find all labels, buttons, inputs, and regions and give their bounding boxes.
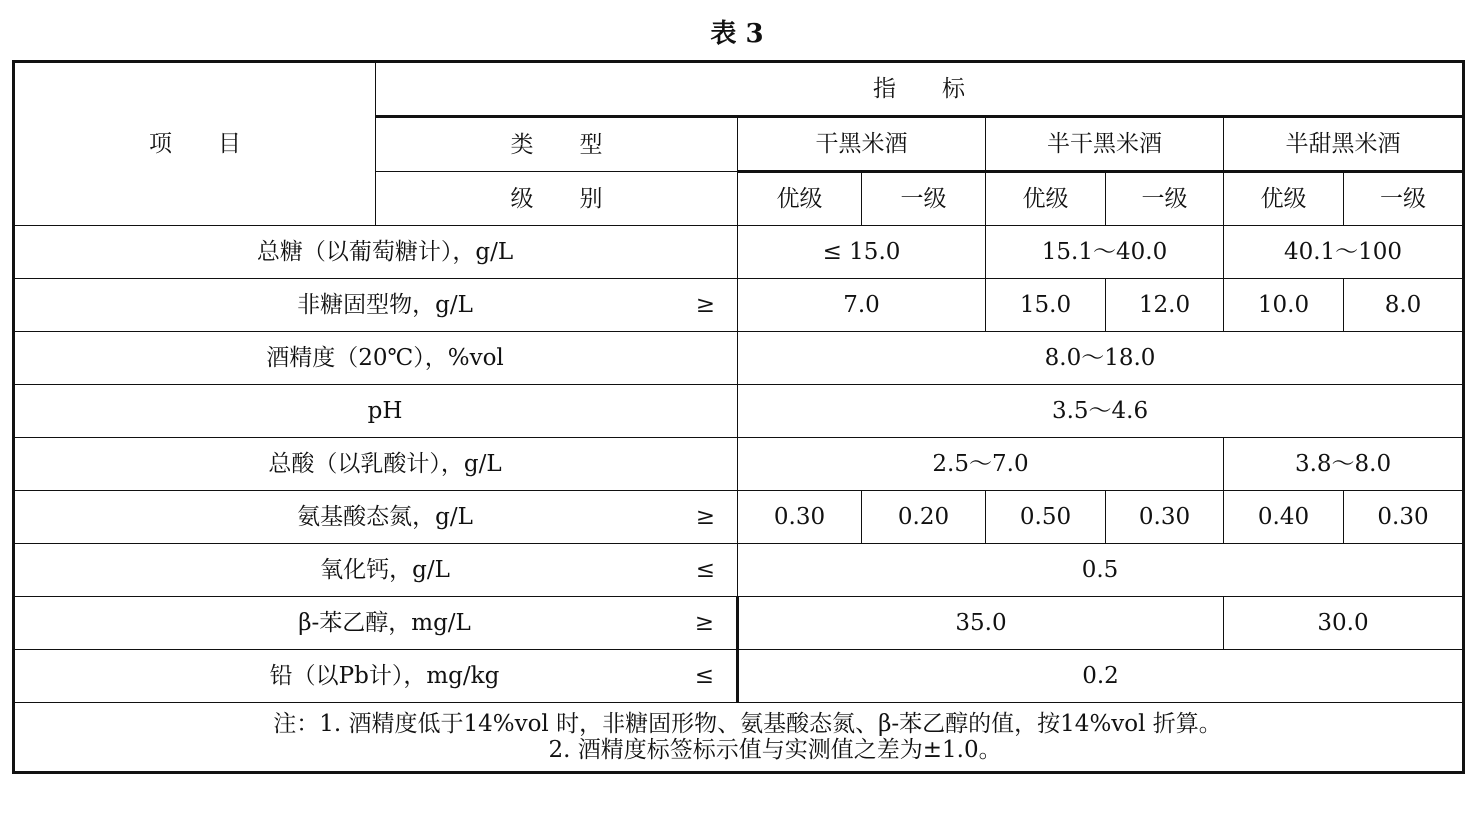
value-cell: 0.50	[986, 491, 1106, 544]
notes-row	[14, 703, 1464, 773]
row-label: pH	[14, 385, 738, 438]
grade-cell: 一级	[1344, 172, 1464, 226]
value-cell: 0.40	[1224, 491, 1344, 544]
row-label: 非糖固型物，g/L	[297, 292, 473, 318]
spec-table	[12, 60, 1465, 774]
value-cell: 40.1～100	[1224, 226, 1464, 279]
value-cell: 15.0	[986, 279, 1106, 332]
row-label: 铅（以Pb计），mg/kg	[269, 663, 500, 689]
table-row	[14, 597, 1464, 650]
value-cell: 35.0	[738, 597, 1224, 650]
indicator-header: 指 标	[376, 62, 1464, 117]
row-label: 酒精度（20℃），%vol	[14, 332, 738, 385]
value-cell: 10.0	[1224, 279, 1344, 332]
grade-cell: 优级	[1224, 172, 1344, 226]
comparison-symbol: ≥	[695, 292, 715, 318]
type-dry: 干黑米酒	[738, 117, 986, 172]
comparison-symbol: ≥	[694, 610, 714, 636]
value-cell: 8.0	[1344, 279, 1464, 332]
comparison-symbol: ≤	[695, 557, 715, 583]
value-cell: 30.0	[1224, 597, 1464, 650]
table-caption: 表 3	[710, 19, 764, 49]
grade-cell: 优级	[986, 172, 1106, 226]
table-row	[14, 650, 1464, 703]
value-cell: 0.5	[738, 544, 1464, 597]
row-label: β-苯乙醇，mg/L	[298, 610, 471, 636]
value-cell: 0.30	[738, 491, 862, 544]
row-label-cell	[14, 279, 738, 332]
table-row	[14, 438, 1464, 491]
table-row	[14, 279, 1464, 332]
note-line-1: 注：1. 酒精度低于14%vol 时，非糖固形物、氨基酸态氮、β-苯乙醇的值，按14%vol 折算。	[273, 711, 1222, 737]
row-label: 总酸（以乳酸计），g/L	[14, 438, 738, 491]
table-row	[14, 332, 1464, 385]
table-row	[14, 226, 1464, 279]
table-row	[14, 491, 1464, 544]
note-line-2: 2. 酒精度标签标示值与实测值之差为±1.0。	[548, 737, 1002, 763]
value-cell: 0.30	[1106, 491, 1224, 544]
value-cell: 0.20	[862, 491, 986, 544]
value-cell: 12.0	[1106, 279, 1224, 332]
table-row	[14, 544, 1464, 597]
notes-cell	[14, 703, 1464, 773]
value-cell: 2.5～7.0	[738, 438, 1224, 491]
value-cell: 7.0	[738, 279, 986, 332]
value-cell: 15.1～40.0	[986, 226, 1224, 279]
grade-cell: 一级	[1106, 172, 1224, 226]
value-cell: ≤ 15.0	[738, 226, 986, 279]
row-label: 总糖（以葡萄糖计），g/L	[14, 226, 738, 279]
grade-cell: 一级	[862, 172, 986, 226]
value-cell: 0.30	[1344, 491, 1464, 544]
type-label: 类 型	[376, 117, 738, 172]
item-header: 项 目	[14, 62, 376, 226]
value-cell: 3.5～4.6	[738, 385, 1464, 438]
row-label: 氨基酸态氮，g/L	[297, 504, 473, 530]
type-semi-dry: 半干黑米酒	[986, 117, 1224, 172]
row-label-cell	[14, 491, 738, 544]
type-semi-sweet: 半甜黑米酒	[1224, 117, 1464, 172]
grade-cell: 优级	[738, 172, 862, 226]
value-cell: 0.2	[738, 650, 1464, 703]
comparison-symbol: ≥	[695, 504, 715, 530]
value-cell: 8.0～18.0	[738, 332, 1464, 385]
row-label: 氧化钙，g/L	[320, 557, 450, 583]
row-label-cell	[14, 650, 738, 703]
grade-label: 级 别	[376, 172, 738, 226]
value-cell: 3.8～8.0	[1224, 438, 1464, 491]
row-label-cell	[14, 597, 738, 650]
row-label-cell	[14, 544, 738, 597]
table-row	[14, 385, 1464, 438]
comparison-symbol: ≤	[694, 663, 714, 689]
